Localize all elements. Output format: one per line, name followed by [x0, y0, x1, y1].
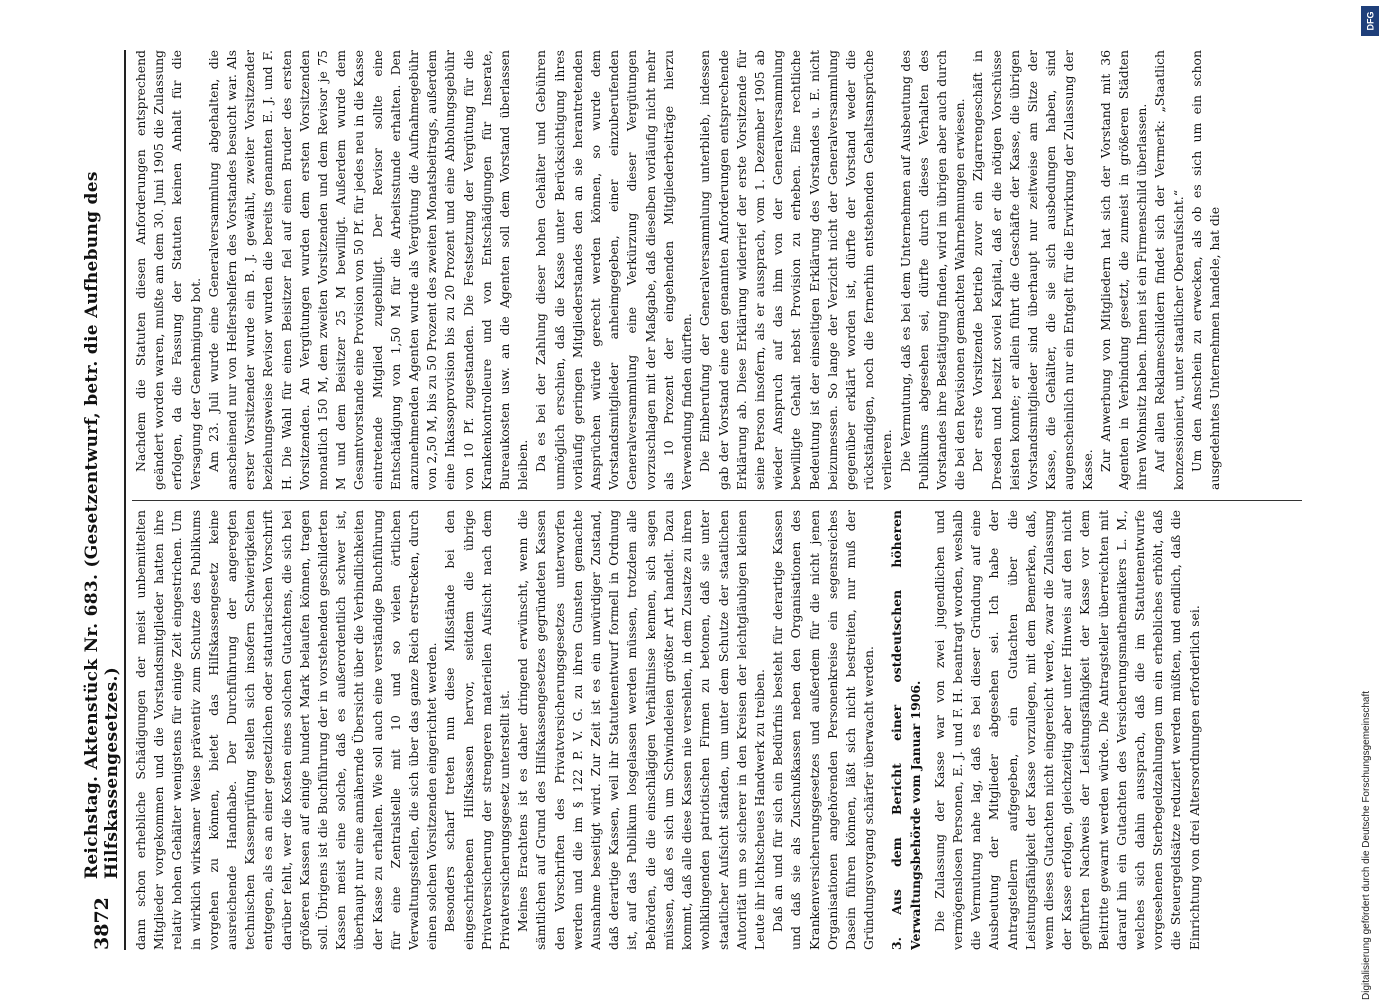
left-column — [132, 510, 1302, 950]
dfg-logo — [1361, 6, 1379, 36]
credit-text: Digitalisierung gefördert durch die Deutsche Forschungsgemeinschaft — [1361, 690, 1372, 1000]
paragraph: Der erste Vorsitzende betrieb zuvor ein Zigarrengeschäft in Dresden und besitzt soviel Kapital, daß er die nötigen Vorschüsse leisten konnte; er allein führt die Geschäfte der Kasse, die übrigen Vorstandsmitglieder sind überhaupt nur zeitweise am Sitze der Kasse, die Gehälter, die sie sich ausbedungen haben, sind augenscheinlich nur ein Entgelt für die Erwirkung der Zulassung der Kasse. — [970, 50, 1095, 490]
page-title: Reichstag. Aktenstück Nr. 683. (Gesetzentwurf, betr. die Aufhebung des Hilfskassengesetzes.) — [82, 171, 122, 880]
dfg-logo-text: DFG — [1365, 11, 1375, 31]
paragraph: Besonders scharf treten nun diese Mißstände bei den eingeschriebenen Hilfskassen hervor, seitdem die übrige Privatversicherung der strengeren materiellen Aufsicht nach dem Privatversicherungsgesetz unterstellt ist. — [442, 510, 513, 950]
document-page — [80, 50, 1310, 950]
right-column — [132, 50, 1302, 490]
digitization-credit — [1361, 0, 1375, 1000]
page-header — [80, 50, 126, 950]
paragraph: Daß an und für sich ein Bedürfnis besteht für derartige Kassen und daß sie als Zuschußkassen neben den Organisationen des Krankenversicherungsgesetzes und außerdem für die nicht jenen Organisationen angehörenden Personenkreise ein segensreiches Dasein führen können, läßt sich nicht bestreiten, nur muß der Gründungsvorgang schärfer überwacht werden. — [770, 510, 877, 950]
paragraph: Auf allen Reklameschildern findet sich der Vermerk: „Staatlich konzessioniert, unter staatlicher Oberaufsicht.“ — [1152, 50, 1186, 490]
paragraph: Zur Anwerbung von Mitgliedern hat sich der Vorstand mit 36 Agenten in Verbindung gesetzt, die zumeist in größeren Städten ihren Wohnsitz haben. Ihnen ist ein Firmenschild überlassen. — [1097, 50, 1150, 490]
paragraph: dann schon erhebliche Schädigungen der meist unbemittelten Mitglieder vorgekommen und die Vorstandsmitglieder hatten ihre relativ hohen Gehälter wenigstens für einige Zeit eingestrichen. Um in wirklich wirksamer Weise präventiv zum Schutze des Publikums vorgehen zu können, bietet das Hilfskassengesetz keine ausreichende Handhabe. Der Durchführung der angeregten technischen Kassenprüfung stellen sich insofern Schwierigkeiten entgegen, als es an einer gesetzlichen oder statutarischen Vorschrift darüber fehlt, wer die Kosten eines solchen Gutachtens, die sich bei größeren Kassen auf einige hundert Mark belaufen können, tragen soll. Übrigens ist die Buchführung der in vorstehenden geschilderten Kassen meist eine solche, daß es außerordentlich schwer ist, überhaupt nur eine annähernde Übersicht über die Verbindlichkeiten der Kasse zu erhalten. Wie soll auch eine verständige Buchführung für eine Zentralstelle mit 10 und so vielen örtlichen Verwaltungsstellen, die sich über das ganze Reich erstrecken, durch einen solchen Vorsitzenden eingerichtet werden. — [133, 510, 440, 950]
paragraph: Die Einberufung der Generalversammlung unterblieb, indessen gab der Vorstand eine den genannten Anforderungen entsprechende Erklärung ab. Diese Erklärung widerrief der erste Vorsitzende für seine Person insofern, als er aussprach, vom 1. Dezember 1905 ab wieder Anspruch auf das ihm von der Generalversammlung bewilligte Gehalt nebst Provision zu erheben. Eine rechtliche Bedeutung ist der einseitigen Erklärung des Vorstandes u. E. nicht beizumessen. So lange der Verzicht nicht der Generalversammlung gegenüber erklärt worden ist, dürfte der Vorstand weder die rückständigen, noch die fernerhin entstehenden Gehaltsansprüche verlieren. — [697, 50, 895, 490]
paragraph: Meines Erachtens ist es daher dringend erwünscht, wenn die sämtlichen auf Grund des Hilfskassengesetzes gegründeten Kassen den Vorschriften des Privatversicherungsgesetzes unterworfen werden und die im § 122 P. V. G. zu ihren Gunsten gemachte Ausnahme beseitigt wird. Zur Zeit ist es ein unwürdiger Zustand, daß derartige Kassen, weil ihr Statutenentwurf formell in Ordnung ist, auf das Publikum losgelassen werden müssen, trotzdem alle Behörden, die die einschlägigen Verhältnisse kennen, sich sagen müssen, daß es sich um Schwindeleien größter Art handelt. Dazu kommt, daß alle diese Kassen nie versehlen, in dem Zusatze zu ihren wohlklingenden patriotischen Firmen zu betonen, daß sie unter staatlicher Aufsicht ständen, um unter dem Schutze der staatlichen Autorität um so sicherer in den Kreisen der leichtgläubigen kleinen Leute ihr lichtscheues Handwerk zu treiben. — [515, 510, 767, 950]
paragraph: Die Vermutung, daß es bei dem Unternehmen auf Ausbeutung des Publikums abgesehen sei, dürfte durch dieses Verhalten des Vorstandes ihre Bestätigung finden, wird im übrigen aber auch durch die bei den Revisionen gemachten Wahrnehmungen erwiesen. — [897, 50, 968, 490]
paragraph: Da es bei der Zahlung dieser hohen Gehälter und Gebühren unmöglich erschien, daß die Kasse unter Berücksichtigung ihres vorläufig geringen Mitgliederstandes den an sie herantretenden Ansprüchen würde gerecht werden können, so wurde dem Vorstandsmitglieder anheimgegeben, einer einzuberufenden Generalversammlung eine Verkürzung dieser Vergütungen vorzuschlagen mit der Maßgabe, daß dieselben vorläufig nicht mehr als 10 Prozent der eingehenden Mitgliederbeiträge hierzu Verwendung finden dürften. — [533, 50, 695, 490]
paragraph: Nachdem die Statuten diesen Anforderungen entsprechend geändert worden waren, mußte am dem 30. Juni 1905 die Zulassung erfolgen, da die Fassung der Statuten keinen Anhalt für die Versagung der Genehmigung bot. — [133, 50, 203, 490]
paragraph: Um den Anschein zu erwecken, als ob es sich um ein schon ausgedehntes Unternehmen handele, hat die — [1188, 50, 1222, 490]
paragraph: Am 23. Juli wurde eine Generalversammlung abgehalten, die anscheinend nur von Helfershelfern des Vorstandes besucht war. Als erster Vorsitzender wurde ein B. J. gewählt, zweiter Vorsitzender beziehungsweise Revisor wurden die bereits genannten E. J. und F. H. Die Wahl für einen Beisitzer fiel auf einen Bruder des ersten Vorsitzenden. An Vergütungen wurden dem ersten Vorsitzenden monatlich 150 M, dem zweiten Vorsitzenden und dem Revisor je 75 M und dem Beisitzer 25 M bewilligt. Außerdem wurde dem Gesamtvorstande eine Provision von 50 Pf. für jedes neu in die Kasse eintretende Mitglied zugebilligt. Der Revisor sollte eine Entschädigung von 1,50 M für die Arbeitsstunde erhalten. Den anzunehmenden Agenten wurde als Vergütung die Aufnahmegebühr von 2,50 M, bis zu 50 Prozent des zweiten Monatsbeitrags, außerdem eine Inkassoprovision bis zu 20 Prozent und eine Abholungsgebühr von 10 Pf. zugestanden. Die Festsetzung der Vergütung für die Krankenkontrolleure und von Entschädigungen für Inserate, Bureaukosten usw. an die Agenten soll dem Vorstand überlassen bleiben. — [205, 50, 531, 490]
paragraph: Die Zulassung der Kasse war von zwei jugendlichen und vermögenslosen Personen, E. J. und F. H. beantragt worden, weshalb die Vermutung nahe lag, daß es bei dieser Gründung auf eine Ausbeutung der Mitglieder abgesehen sei. Ich habe der Antragstellern aufgegeben, ein Gutachten über die Leistungsfähigkeit der Kasse vorzulegen, mit dem Bemerken, daß, wenn dieses Gutachten nicht eingereicht werde, zwar die Zulassung der Kasse erfolgen, gleichzeitig aber unter Hinweis auf den nicht geführten Nachweis der Leistungsfähigkeit der Kasse vor dem Beitritte gewarnt werden würde. Die Antragsteller überreichten mit darauf hin ein Gutachten des Versicherungsmathematikers L. M., welches sich dahin aussprach, daß die im Statutenentwurfe vorgesehenen Sterbegeldzahlungen um ein erhebliches erhöht, daß die Steuergeldsätze reduziert werden müßten, und endlich, daß die Einrichtung von drei Altersordnungen erforderlich sei. — [931, 510, 1202, 950]
page-number: 3872 — [91, 897, 113, 950]
column-divider — [132, 500, 1302, 501]
section-heading: 3. Aus dem Bericht einer ostdeutschen höheren Verwaltungsbehörde vom Januar 1906. — [889, 510, 923, 950]
